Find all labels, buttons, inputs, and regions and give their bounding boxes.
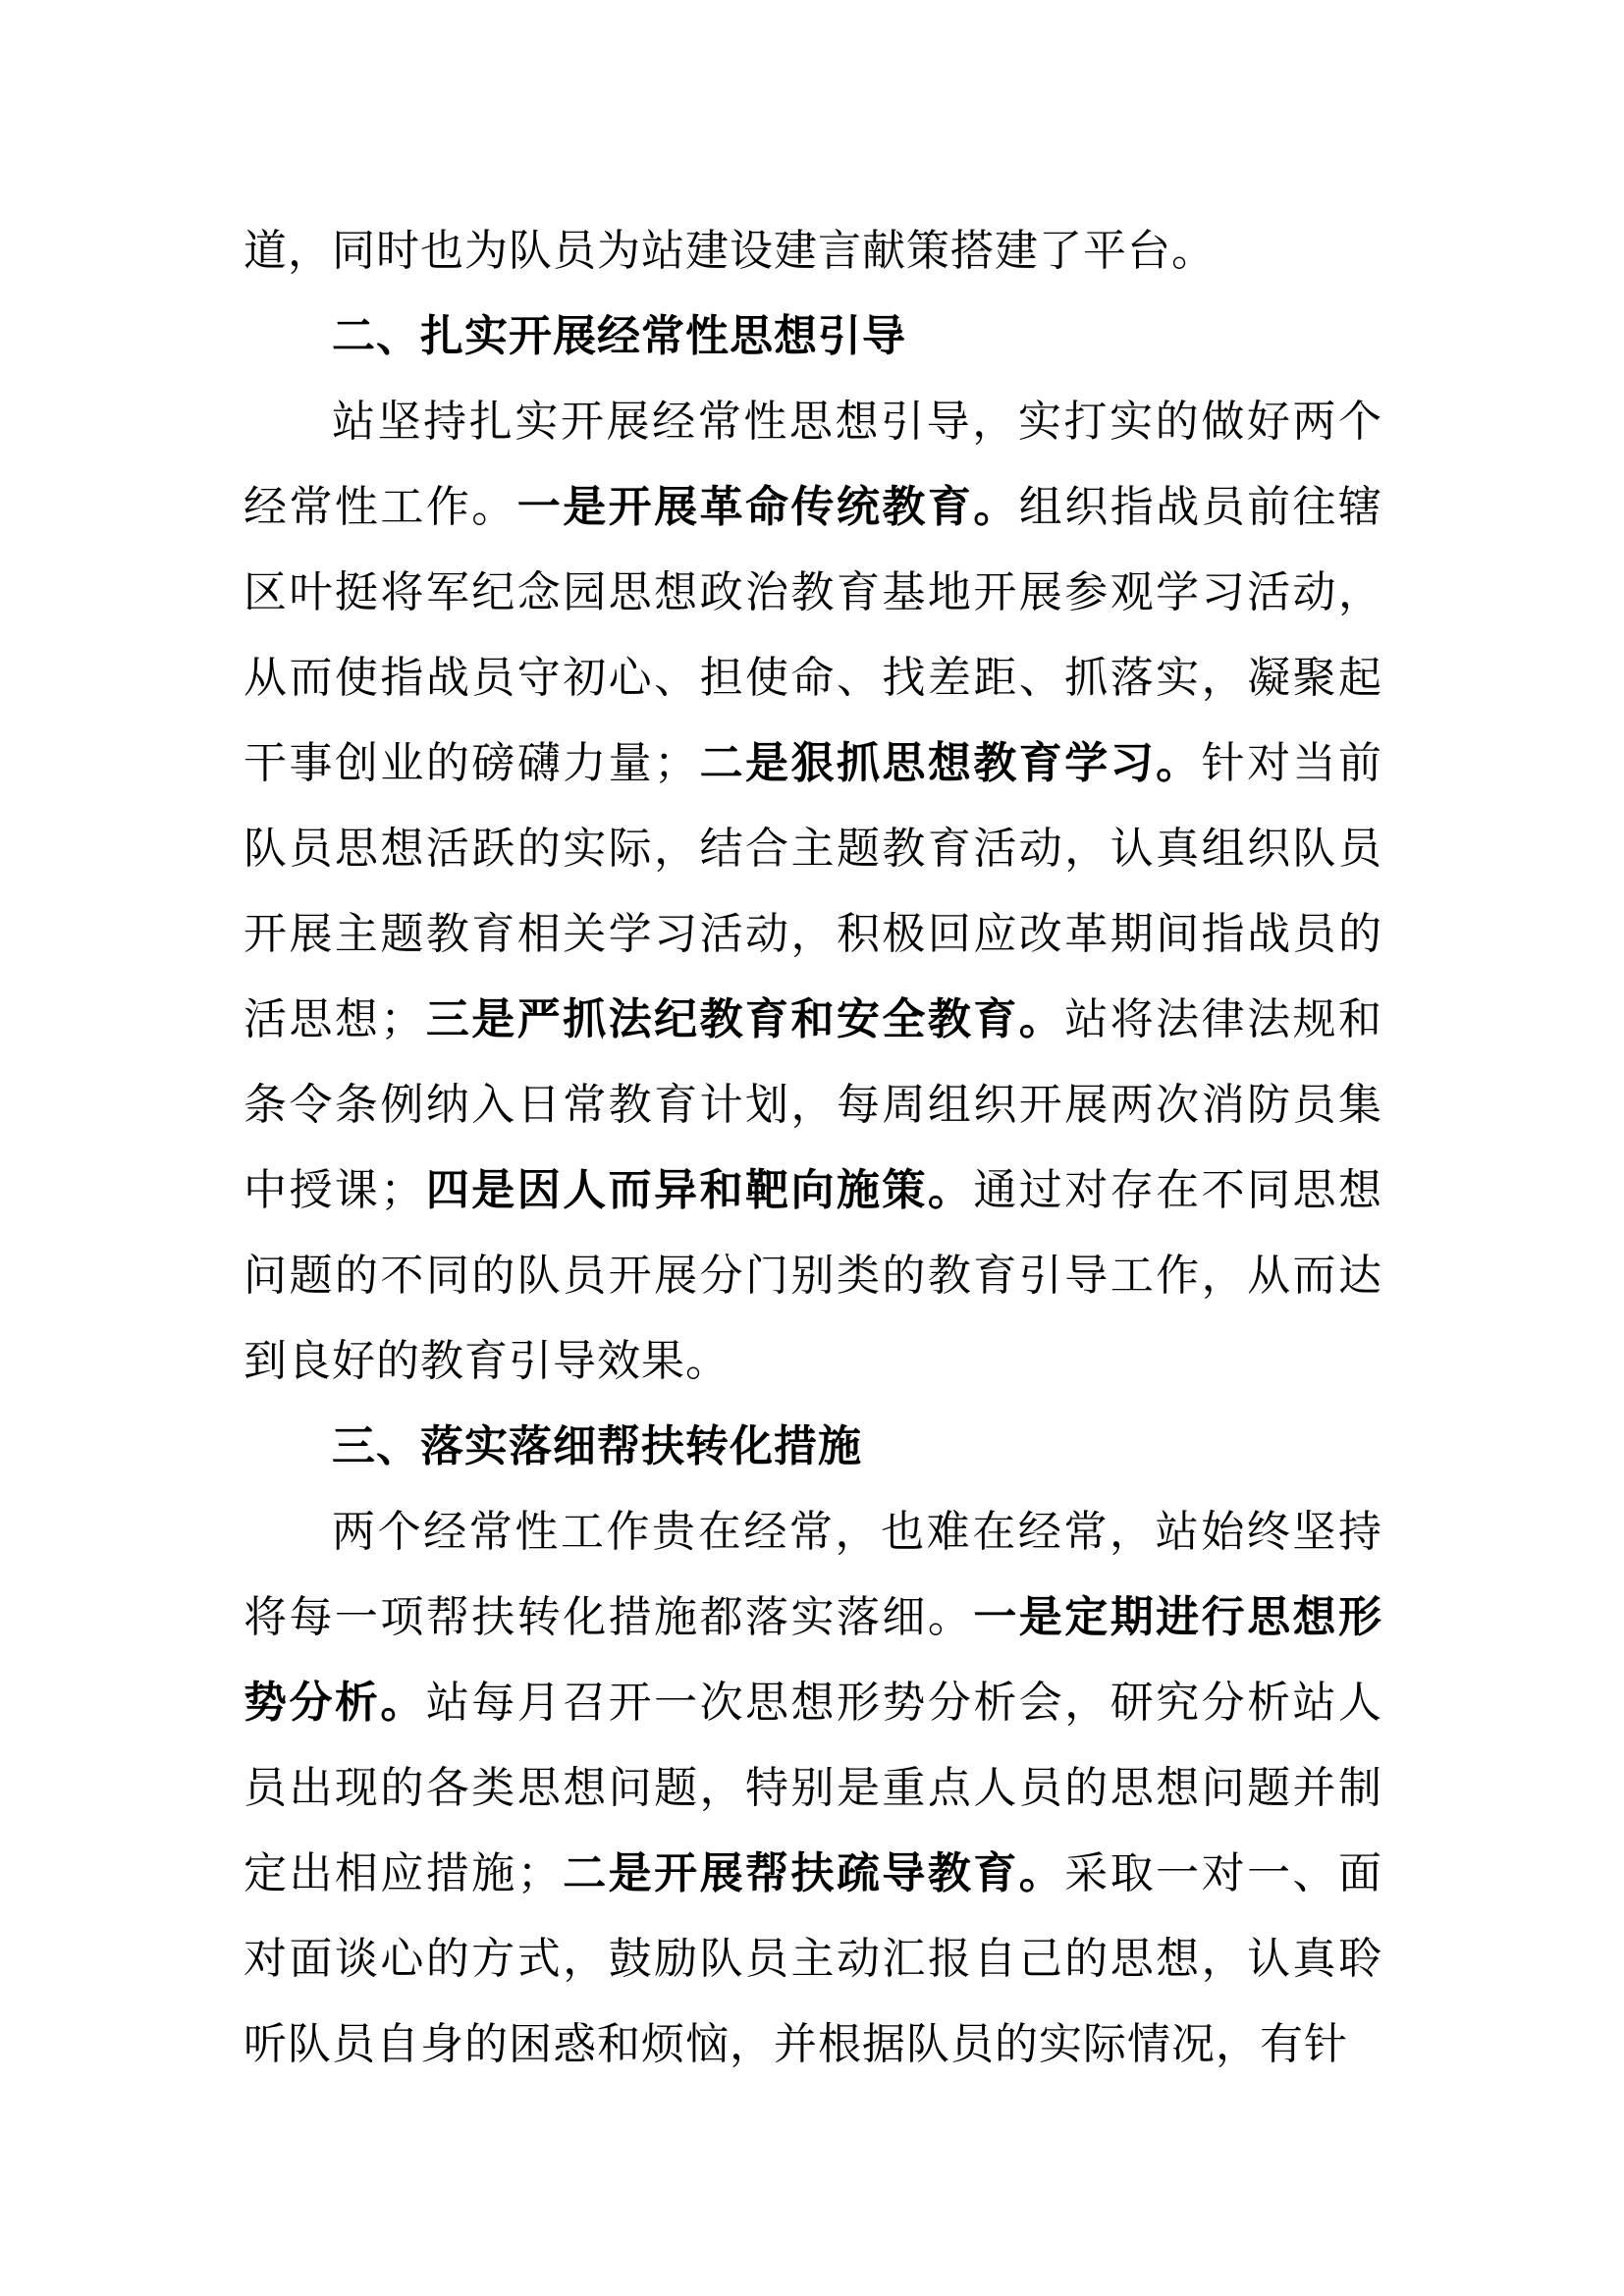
text-run: 两个经常性工作贵在经常，也难在经常，站始终坚持将每一项帮扶转化措施都落实落细。 [244,1508,1382,1641]
section-heading-2 [244,294,1382,379]
text-run: 二是开展帮扶疏导教育。 [561,1849,1065,1897]
text-run: 三、落实落细帮扶转化措施 [332,1422,862,1470]
continuation-paragraph [244,208,1382,294]
text-run: 二、扎实开展经常性思想引导 [332,312,906,360]
text-run: 针对当前队员思想活跃的实际，结合主题教育活动，认真组织队员开展主题教育相关学习活动，积极回应改革期间指战员的活思想； [244,739,1382,1043]
body-paragraph-section-3 [244,1489,1382,2087]
text-run: 一是定期进行思想形势分析。 [244,1593,1383,1727]
text-run: 二是狠抓思想教育学习。 [698,739,1202,787]
text-run: 一是开展革命传统教育。 [516,483,1019,531]
text-run: 站坚持扎实开展经常性思想引导，实打实的做好两个经常性工作。 [244,398,1382,531]
text-run: 三是严抓法纪教育和安全教育。 [424,995,1065,1043]
text-run: 四是因人而异和靶向施策。 [424,1166,974,1214]
body-paragraph-section-2 [244,379,1382,1404]
text-run: 站将法律法规和条令条例纳入日常教育计划，每周组织开展两次消防员集中授课； [244,995,1382,1214]
text-run: 道，同时也为队员为站建设建言献策搭建了平台。 [244,227,1216,275]
text-run: 站每月召开一次思想形势分析会，研究分析站人员出现的各类思想问题，特别是重点人员的思想问题并制定出相应措施； [244,1679,1383,1897]
text-run: 采取一对一、面对面谈心的方式，鼓励队员主动汇报自己的思想，认真聆听队员自身的困惑和烦恼，并根据队员的实际情况，有针 [244,1849,1382,2068]
section-heading-3 [244,1404,1382,1489]
text-run: 组织指战员前往辖区叶挺将军纪念园思想政治教育基地开展参观学习活动，从而使指战员守初心、担使命、找差距、抓落实，凝聚起干事创业的磅礴力量； [244,483,1383,787]
text-run: 通过对存在不同思想问题的不同的队员开展分门别类的教育引导工作，从而达到良好的教育引导效果。 [244,1166,1383,1385]
